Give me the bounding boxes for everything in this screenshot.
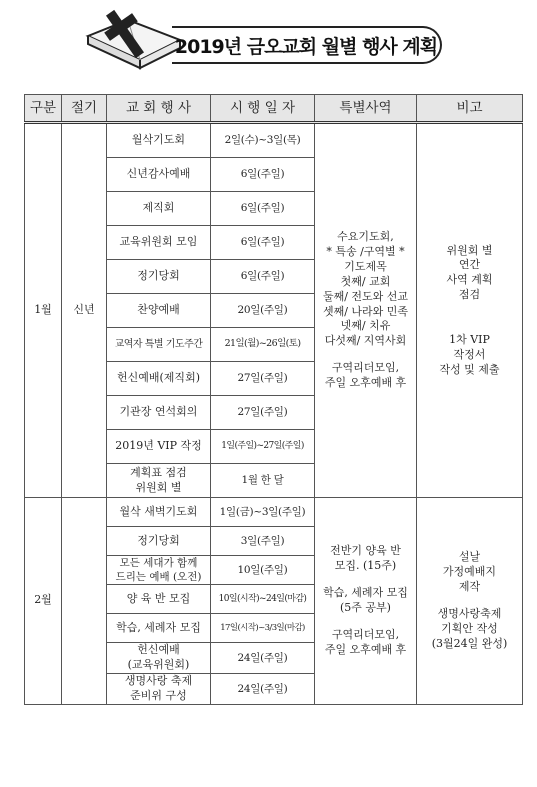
event-cell: 월삭기도회	[107, 123, 211, 158]
month-cell: 2월	[25, 498, 62, 705]
note-line: 연간	[458, 258, 481, 272]
special-line: 구역리더모임,	[331, 627, 400, 641]
event-cell: 교육위원회 모임	[107, 226, 211, 260]
event-cell: 학습, 세례자 모집	[107, 614, 211, 643]
note-line: 작성 및 제출	[439, 362, 500, 376]
special-line: 넷째/ 치유	[340, 319, 391, 333]
special-ministry-cell	[315, 498, 417, 705]
date-cell: 21일(월)~26일(토)	[211, 328, 315, 362]
note-line: 1차 VIP	[449, 332, 490, 346]
table-header-row	[25, 95, 523, 123]
event-cell: 양 육 반 모집	[107, 585, 211, 614]
event-cell: 2019년 VIP 작정	[107, 430, 211, 464]
note-cell	[417, 123, 523, 498]
column-header-note: 비고	[417, 95, 523, 123]
event-cell	[107, 674, 211, 705]
date-cell: 6일(주일)	[211, 226, 315, 260]
date-cell: 6일(주일)	[211, 158, 315, 192]
date-cell: 17일(시작)~3/3일(마감)	[211, 614, 315, 643]
special-line: 주일 오후예배 후	[324, 375, 407, 389]
title-banner	[172, 26, 442, 64]
special-line: 구역리더모임,	[331, 361, 400, 375]
event-cell: 찬양예배	[107, 294, 211, 328]
date-cell: 24일(주일)	[211, 674, 315, 705]
table-row	[25, 123, 523, 158]
special-line: 다섯째/ 지역사회	[324, 334, 407, 348]
special-ministry-cell	[315, 123, 417, 498]
special-line: (5주 공부)	[340, 600, 391, 614]
note-line: 점검	[458, 288, 481, 302]
event-cell	[107, 556, 211, 585]
date-cell: 1일(주일)~27일(주일)	[211, 430, 315, 464]
special-line: 기도제목	[344, 259, 387, 273]
date-cell: 6일(주일)	[211, 260, 315, 294]
note-line: 기획안 작성	[441, 621, 498, 635]
table-row	[25, 498, 523, 527]
event-line: 생명사랑 축제	[124, 674, 193, 688]
event-plan-table	[24, 94, 523, 705]
note-line: 위원회 별	[446, 243, 493, 257]
note-line: 제작	[458, 580, 481, 594]
date-cell: 27일(주일)	[211, 396, 315, 430]
event-line: 계획표 점검	[130, 465, 187, 479]
column-header-special: 특별사역	[315, 95, 417, 123]
event-line: 준비위 구성	[130, 688, 187, 702]
event-cell: 월삭 새벽기도회	[107, 498, 211, 527]
column-header-category: 구분	[25, 95, 62, 123]
special-line: 전반기 양육 반	[330, 544, 401, 558]
event-line: 모든 세대가 함께	[119, 557, 198, 569]
event-cell: 교역자 특별 기도주간	[107, 328, 211, 362]
note-cell	[417, 498, 523, 705]
page-header	[80, 6, 460, 76]
date-cell: 1일(금)~3일(주일)	[211, 498, 315, 527]
special-line: 학습, 세례자 모집	[323, 586, 408, 600]
event-cell: 신년감사예배	[107, 158, 211, 192]
event-cell	[107, 464, 211, 498]
event-cell: 제직회	[107, 192, 211, 226]
event-line: 드리는 예배 (오전)	[115, 571, 202, 584]
event-cell: 정기당회	[107, 527, 211, 556]
special-line: 셋째/ 나라와 민족	[322, 304, 409, 318]
special-line: 주일 오후예배 후	[324, 642, 407, 656]
column-header-season: 절기	[62, 95, 107, 123]
note-line: 설날	[458, 550, 481, 564]
event-line: (교육위원회)	[127, 658, 190, 672]
special-line: 둘째/ 전도와 선교	[322, 289, 409, 303]
note-line: (3월24일 완성)	[431, 636, 508, 650]
special-line: 수요기도회,	[337, 230, 394, 244]
date-cell: 24일(주일)	[211, 643, 315, 674]
season-cell: 신년	[62, 123, 107, 498]
note-line: 사역 계획	[446, 273, 493, 287]
date-cell: 10일(시작)~24일(마감)	[211, 585, 315, 614]
page-title: 2019년 금오교회 월별 행사 계획	[174, 35, 438, 58]
season-cell	[62, 498, 107, 705]
event-cell: 헌신예배(제직회)	[107, 362, 211, 396]
date-cell: 10일(주일)	[211, 556, 315, 585]
column-header-event: 교 회 행 사	[107, 95, 211, 123]
column-header-date: 시 행 일 자	[211, 95, 315, 123]
note-line: 가정예배지	[442, 565, 497, 579]
date-cell: 6일(주일)	[211, 192, 315, 226]
date-cell: 27일(주일)	[211, 362, 315, 396]
date-cell: 2일(수)~3일(목)	[211, 123, 315, 158]
event-cell	[107, 643, 211, 674]
note-line: 생명사랑축제	[437, 606, 502, 620]
event-line: 헌신예배	[137, 643, 180, 657]
month-cell: 1월	[25, 123, 62, 498]
special-line: 모집. (15주)	[334, 559, 397, 573]
event-cell: 정기당회	[107, 260, 211, 294]
date-cell: 1월 한 달	[211, 464, 315, 498]
event-line: 위원회 별	[135, 480, 182, 494]
date-cell: 3일(주일)	[211, 527, 315, 556]
date-cell: 20일(주일)	[211, 294, 315, 328]
note-line: 작정서	[453, 347, 486, 361]
special-line: * 특송 /구역별 *	[326, 245, 405, 259]
special-line: 첫째/ 교회	[340, 274, 391, 288]
event-cell: 기관장 연석회의	[107, 396, 211, 430]
